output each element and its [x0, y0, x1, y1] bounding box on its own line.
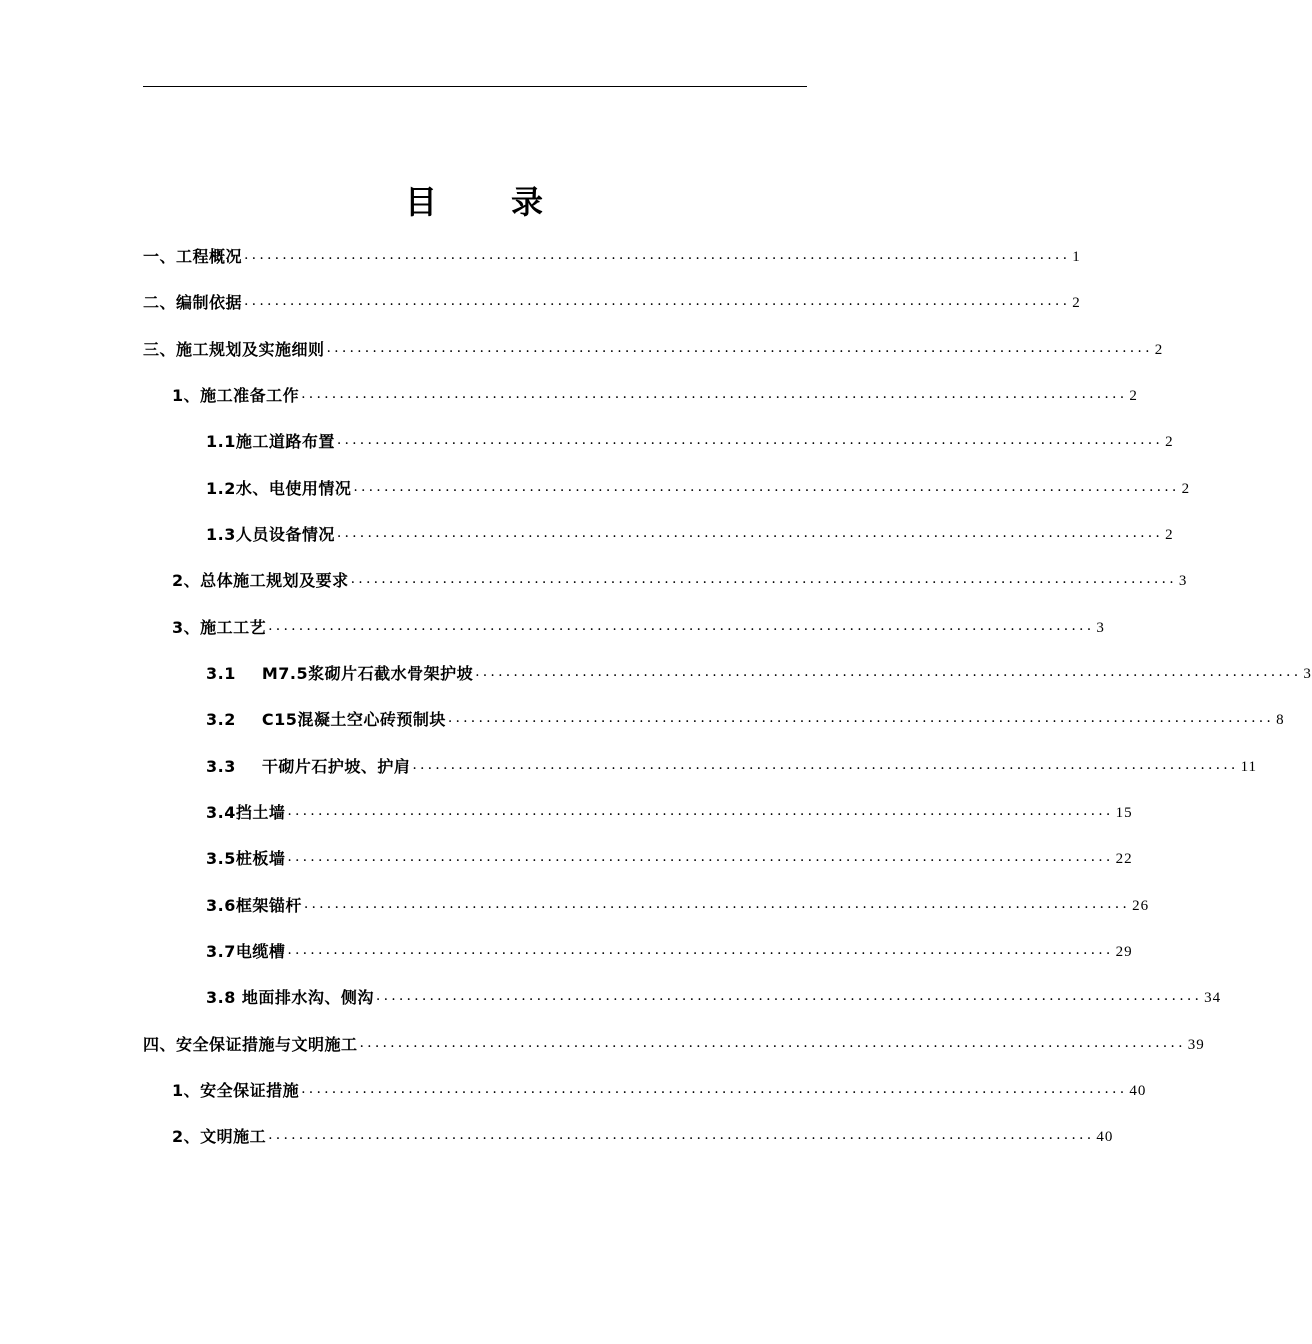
toc-entry-number: 3.1: [206, 664, 236, 683]
toc-entry[interactable]: [172, 562, 1188, 592]
toc-entry-page: 3: [1096, 620, 1105, 636]
toc-entry-label: 3.4挡土墙: [206, 803, 286, 822]
toc-entry[interactable]: [206, 470, 1191, 500]
toc-entry-page: 3: [1303, 666, 1312, 682]
toc-entry[interactable]: [206, 701, 1285, 731]
toc-entry[interactable]: [206, 933, 1133, 963]
toc-leader-dots: ............................................................................................................: [287, 803, 1114, 819]
toc-entry-page: 3: [1178, 573, 1188, 589]
toc-entry[interactable]: [172, 609, 1105, 639]
toc-leader-dots: ............................................................................................................: [375, 988, 1203, 1004]
toc-entry-page: 11: [1240, 759, 1258, 775]
toc-entry-page: 15: [1115, 805, 1133, 821]
toc-entry-label: 1、安全保证措施: [172, 1081, 300, 1100]
toc-entry[interactable]: [206, 748, 1258, 778]
toc-entry-label: 3.7电缆槽: [206, 942, 286, 961]
toc-entry-label: 1.1施工道路布置: [206, 432, 335, 451]
toc-leader-dots: ............................................................................................................: [447, 710, 1275, 726]
toc-entry-number: 3.2: [206, 710, 236, 729]
toc-leader-dots: ............................................................................................................: [244, 247, 1071, 263]
toc-entry-label: 二、编制依据: [143, 293, 243, 312]
toc-entry-label: 1、施工准备工作: [172, 386, 300, 405]
toc-entry[interactable]: [143, 331, 1164, 361]
toc-entry-page: 2: [1154, 342, 1164, 358]
toc-leader-dots: ............................................................................................................: [353, 479, 1180, 495]
toc-leader-dots: ............................................................................................................: [287, 942, 1114, 958]
toc-entry[interactable]: [206, 516, 1174, 546]
toc-leader-dots: ............................................................................................................: [303, 896, 1131, 912]
toc-entry-page: 39: [1187, 1037, 1205, 1053]
toc-entry-page: 1: [1072, 249, 1081, 265]
toc-entry-page: 40: [1096, 1129, 1114, 1145]
toc-entry-number: 3.3: [206, 757, 236, 776]
toc-leader-dots: ............................................................................................................: [268, 1127, 1095, 1143]
toc-leader-dots: ............................................................................................................: [244, 293, 1071, 309]
toc-entry-page: 2: [1165, 527, 1174, 543]
toc-entry[interactable]: [172, 1072, 1147, 1102]
toc-entry-page: 40: [1129, 1083, 1147, 1099]
toc-entry-label: 3.6框架锚杆: [206, 896, 302, 915]
toc-entry-page: 34: [1204, 990, 1222, 1006]
toc-entry-label: 3.5桩板墙: [206, 849, 286, 868]
toc-leader-dots: ............................................................................................................: [475, 664, 1302, 680]
toc-entry[interactable]: [172, 377, 1138, 407]
toc-entry-label: 三、施工规划及实施细则: [143, 340, 325, 359]
toc-entry[interactable]: [206, 794, 1133, 824]
toc-entry-page: 2: [1181, 481, 1191, 497]
toc-title-char-1: 目: [404, 183, 439, 221]
toc-leader-dots: ............................................................................................................: [336, 525, 1164, 541]
toc-entry-label: [206, 663, 473, 685]
toc-entry-page: 29: [1115, 944, 1133, 960]
toc-entry-label: 一、工程概况: [143, 247, 243, 266]
toc-entry-label: 1.3人员设备情况: [206, 525, 335, 544]
toc-entry-page: 2: [1072, 295, 1081, 311]
toc-leader-dots: ............................................................................................................: [359, 1035, 1186, 1051]
toc-entry[interactable]: [143, 284, 1081, 314]
toc-entry-text: 干砌片石护坡、护肩: [261, 757, 411, 776]
toc-entry-label: 1.2水、电使用情况: [206, 479, 352, 498]
toc-entry[interactable]: [206, 887, 1150, 917]
toc-entry-label: [206, 709, 446, 731]
toc-entry-page: 2: [1129, 388, 1138, 404]
toc-title-char-2: 录: [511, 183, 546, 221]
toc-entry-label: 2、总体施工规划及要求: [172, 571, 349, 590]
toc-leader-dots: ............................................................................................................: [350, 571, 1177, 587]
toc-entry-text: C15混凝土空心砖预制块: [261, 710, 446, 729]
toc-leader-dots: ............................................................................................................: [326, 340, 1153, 356]
toc-entry[interactable]: [206, 979, 1222, 1009]
toc-leader-dots: ............................................................................................................: [336, 432, 1164, 448]
toc-entry-page: 2: [1165, 434, 1174, 450]
toc-leader-dots: ............................................................................................................: [268, 618, 1095, 634]
toc-entry-page: 22: [1115, 851, 1133, 867]
toc-entry-page: 8: [1276, 712, 1285, 728]
toc-entry[interactable]: [206, 840, 1133, 870]
toc-entry-label: 2、文明施工: [172, 1127, 267, 1146]
toc-entry-text: M7.5浆砌片石截水骨架护坡: [261, 664, 474, 683]
toc-leader-dots: ............................................................................................................: [301, 1081, 1128, 1097]
toc-entry[interactable]: [143, 238, 1081, 268]
toc-leader-dots: ............................................................................................................: [301, 386, 1128, 402]
toc-entry-page: 26: [1132, 898, 1150, 914]
toc-entry[interactable]: [172, 1118, 1114, 1148]
toc-entry-label: [206, 756, 410, 778]
toc-entry-label: 四、安全保证措施与文明施工: [143, 1035, 358, 1054]
toc-entry-label: 3、施工工艺: [172, 618, 267, 637]
toc-entry[interactable]: [143, 1026, 1205, 1056]
toc-leader-dots: ............................................................................................................: [412, 757, 1239, 773]
toc-leader-dots: ............................................................................................................: [287, 849, 1114, 865]
toc-entry-label: 3.8 地面排水沟、侧沟: [206, 988, 374, 1007]
toc-entry[interactable]: [206, 655, 1312, 685]
toc-entry[interactable]: [206, 423, 1174, 453]
